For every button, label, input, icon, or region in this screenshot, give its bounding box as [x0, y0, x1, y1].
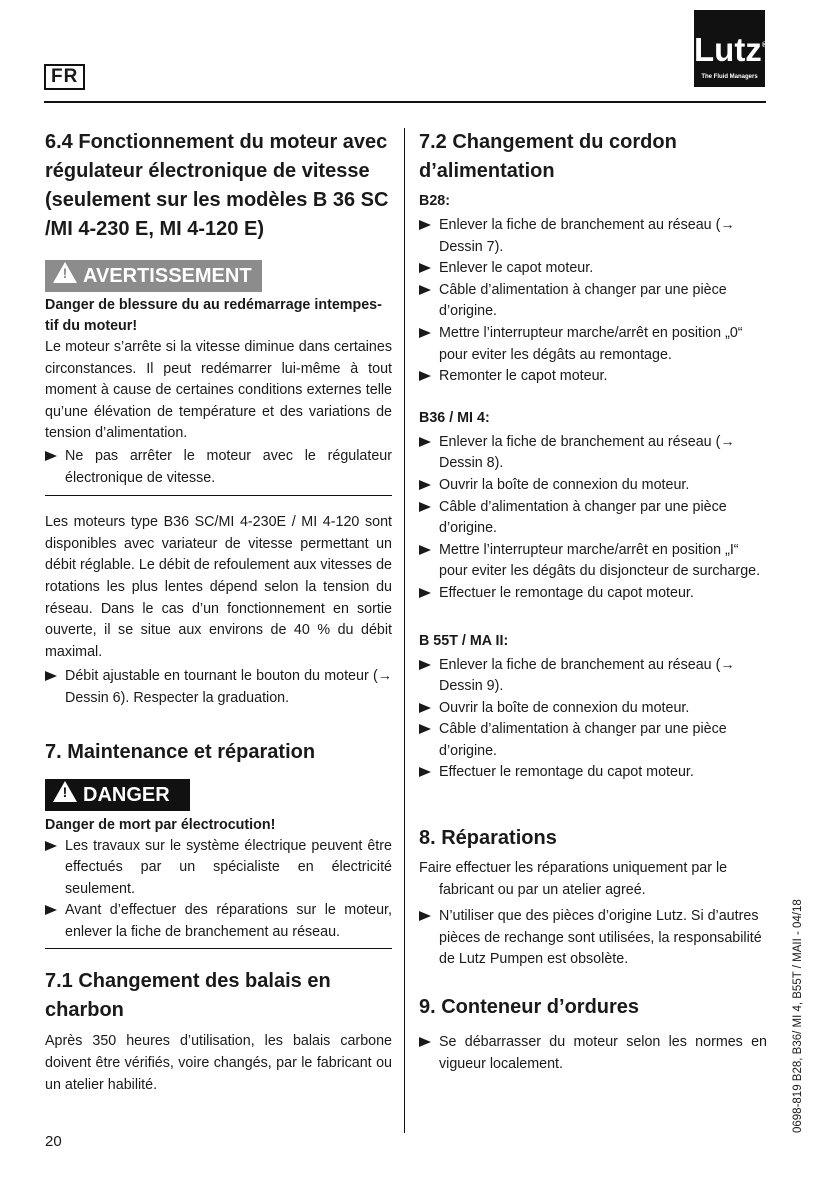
arrow-bullet-icon: [419, 263, 431, 273]
section-7-1-text: Après 350 heures d’utilisation, les balais carbone doivent être vérifiés, voire changés, par le fabricant ou un atelier habilité.: [45, 1033, 392, 1093]
warning-heading: Danger de blessure du au redémarrage intempes- tif du moteur!: [45, 297, 382, 334]
arrow-bullet-icon: [419, 724, 431, 734]
list-item: Câble d’alimentation à changer par une pièce d’origine.: [419, 280, 767, 323]
warning-label: ! AVERTISSEMENT: [45, 260, 262, 292]
list-item: Remonter le capot moteur.: [419, 366, 767, 388]
section-8-bullet: N’utiliser que des pièces d’origine Lutz. Si d’autres pièces de rechange sont utilisées, la responsabilité de Lutz Pumpen est obsolète.: [419, 906, 767, 971]
header-rule: [44, 101, 766, 103]
arrow-bullet-icon: [419, 328, 431, 338]
list-item: Enlever la fiche de branchement au réseau (→ Dessin 8).: [419, 432, 767, 475]
document-code: 0698-819 B28, B36/ MI 4, B55T / MAII - 04/18: [792, 899, 804, 1133]
language-badge: FR: [44, 64, 85, 90]
danger-heading: Danger de mort par électrocution!: [45, 816, 276, 833]
arrow-bullet-icon: [45, 671, 57, 681]
arrow-bullet-icon: [45, 451, 57, 461]
section-8-text: Faire effectuer les réparations uniquement par le fabricant ou par un atelier agreé.: [419, 860, 728, 898]
arrow-bullet-icon: [45, 841, 57, 851]
list-item: Enlever la fiche de branchement au réseau (→ Dessin 7).: [419, 215, 767, 258]
list-item: Effectuer le remontage du capot moteur.: [419, 762, 767, 784]
page-number: 20: [45, 1133, 62, 1150]
arrow-bullet-icon: [419, 285, 431, 295]
section-7-2-title: 7.2 Changement du cordon d’alimentation: [419, 131, 677, 182]
b28-list: [419, 215, 767, 388]
section-9-title: 9. Conteneur d’ordures: [419, 996, 640, 1019]
warning-text: Le moteur s’arrête si la vitesse diminue dans certaines circonstances. Il peut redémarrer lui-même à tout moment à cause de certaines conditions externes telle qu’une élévation de température et des variations de tension d’alimentation.: [45, 339, 392, 442]
logo-tagline: The Fluid Managers: [701, 74, 758, 80]
danger-bullet: Avant d’effectuer des réparations sur le moteur, enlever la fiche de branchement au réseau.: [45, 900, 392, 943]
section-6-4-paragraph: Les moteurs type B36 SC/MI 4-230E / MI 4-120 sont disponibles avec variateur de vitesse permettant un débit réglable. Le débit de refoulement aux vitesses de rotations les plus lentes dépend selon la tension du réseau. Dans le cas d’un fonctionnement en sortie ouverte, il se situe aux environs de 40 % du débit maximal.: [45, 514, 392, 660]
column-divider: [404, 128, 405, 1133]
list-item: Mettre l’interrupteur marche/arrêt en position „I“ pour eviter les dégâts du disjoncteur de surcharge.: [419, 540, 767, 583]
arrow-bullet-icon: [419, 220, 431, 230]
arrow-bullet-icon: [419, 545, 431, 555]
left-column: [45, 128, 392, 1096]
warning-triangle-icon: !: [53, 262, 77, 283]
b55-list: [419, 655, 767, 785]
b36-label: B36 / MI 4:: [419, 409, 490, 426]
section-9-bullet: Se débarrasser du moteur selon les normes en vigueur localement.: [419, 1032, 767, 1075]
arrow-bullet-icon: [419, 480, 431, 490]
section-8-title: 8. Réparations: [419, 827, 557, 850]
danger-end-rule: [45, 948, 392, 949]
danger-bullet: Les travaux sur le système électrique peuvent être effectués par un spécialiste en électricité seulement.: [45, 836, 392, 901]
right-column: [419, 128, 767, 1075]
section-7-1-title: 7.1 Changement des balais en charbon: [45, 970, 331, 1022]
b36-list: [419, 432, 767, 605]
section-6-4-title: 6.4 Fonctionnement du moteur avec régulateur électronique de vitesse (seulement sur les modèles B 36 SC /MI 4-230 E, MI 4-120 E): [45, 131, 389, 240]
list-item: Enlever la fiche de branchement au réseau (→ Dessin 9).: [419, 655, 767, 698]
arrow-bullet-icon: [419, 911, 431, 921]
arrow-bullet-icon: [419, 703, 431, 713]
arrow-bullet-icon: [419, 371, 431, 381]
list-item: Câble d’alimentation à changer par une pièce d’origine.: [419, 497, 767, 540]
danger-triangle-icon: !: [53, 781, 77, 802]
arrow-bullet-icon: [419, 437, 431, 447]
list-item: Effectuer le remontage du capot moteur.: [419, 583, 767, 605]
arrow-bullet-icon: [45, 905, 57, 915]
warning-block: [45, 260, 392, 496]
section-7-title: 7. Maintenance et réparation: [45, 740, 316, 763]
list-item: Enlever le capot moteur.: [419, 258, 767, 280]
list-item: Ouvrir la boîte de connexion du moteur.: [419, 475, 767, 497]
arrow-bullet-icon: [419, 588, 431, 598]
b28-label: B28:: [419, 193, 450, 209]
warning-end-rule: [45, 495, 392, 496]
arrow-bullet-icon: [419, 660, 431, 670]
lutz-logo: [694, 10, 765, 87]
danger-block: [45, 779, 392, 950]
list-item: Ouvrir la boîte de connexion du moteur.: [419, 698, 767, 720]
arrow-bullet-icon: [419, 1037, 431, 1047]
b55-label: B 55T / MA II:: [419, 632, 509, 649]
arrow-bullet-icon: [419, 767, 431, 777]
section-6-4-bullet: Débit ajustable en tournant le bouton du moteur (→ Dessin 6). Respecter la graduation.: [45, 666, 392, 709]
warning-bullet: Ne pas arrêter le moteur avec le régulateur électronique de vitesse.: [45, 446, 392, 489]
logo-brand: Lutz®: [694, 31, 767, 68]
list-item: Mettre l’interrupteur marche/arrêt en position „0“ pour eviter les dégâts au remontage.: [419, 323, 767, 366]
list-item: Câble d’alimentation à changer par une pièce d’origine.: [419, 719, 767, 762]
danger-label: ! DANGER: [45, 779, 190, 811]
arrow-bullet-icon: [419, 502, 431, 512]
